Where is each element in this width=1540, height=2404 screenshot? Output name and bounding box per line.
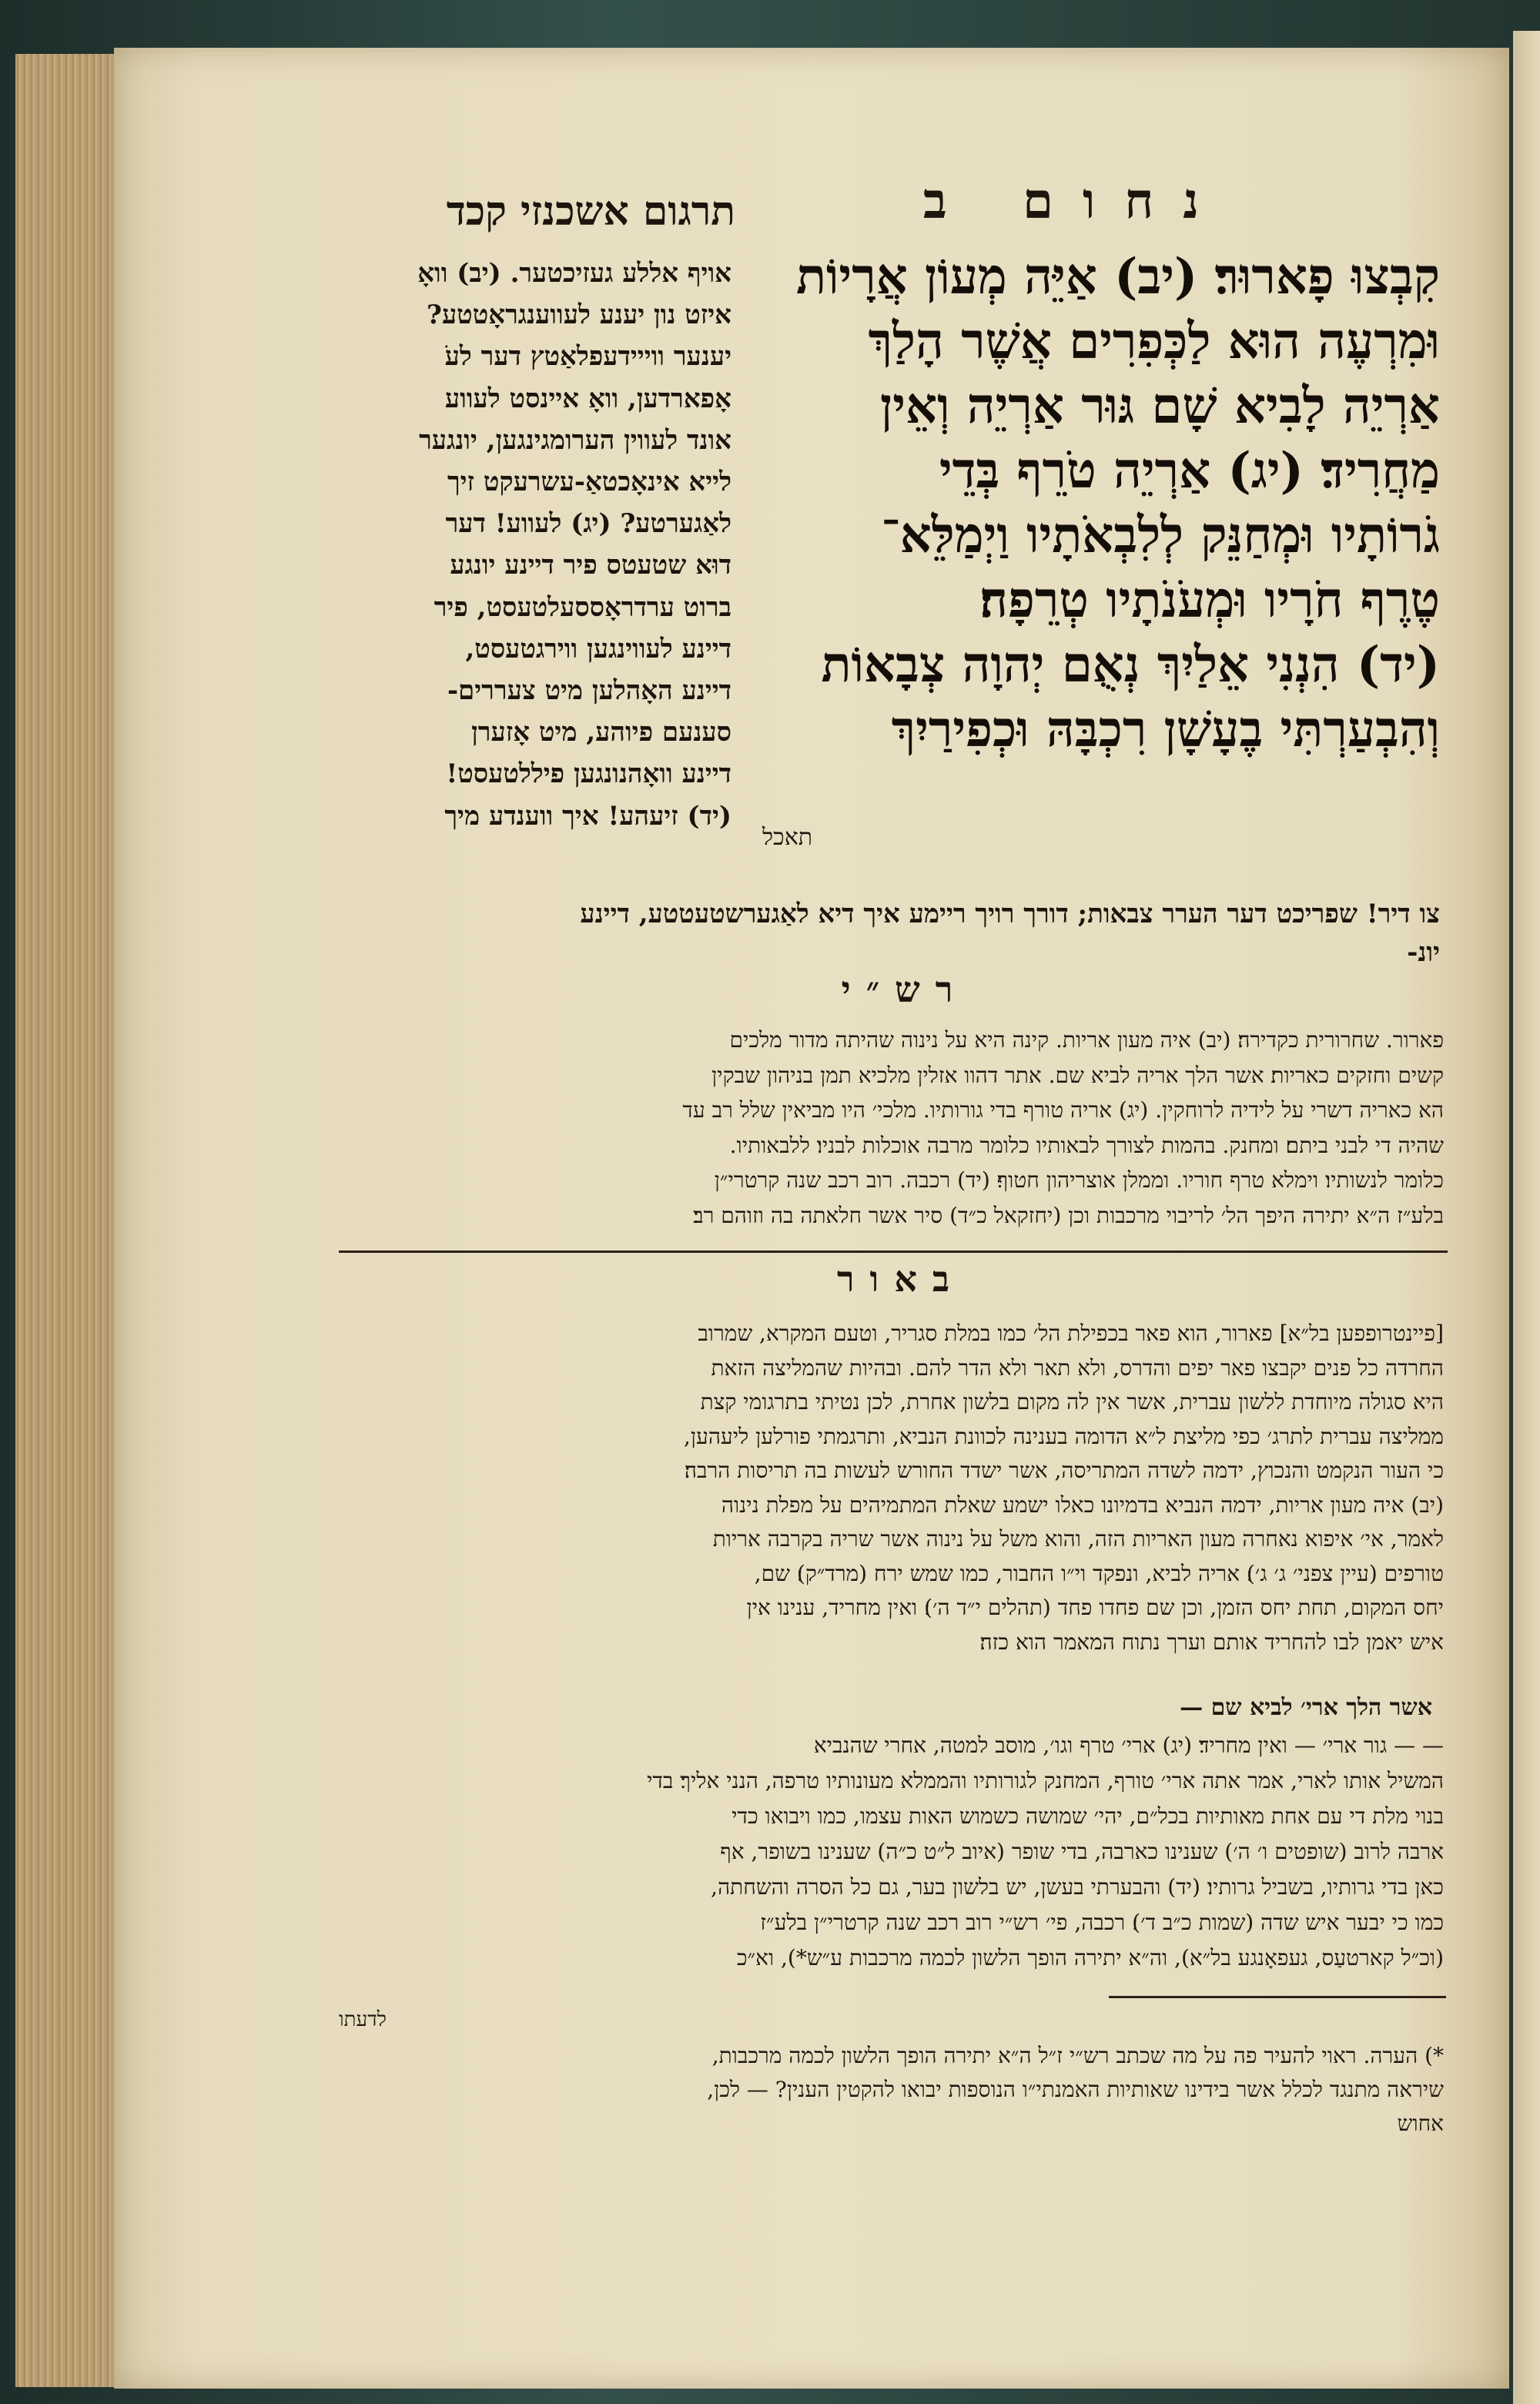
scripture-line: קִבְצוּ פָארוּר׃ (יב) אַיֵּה מְעוֹן אֲרָיוֹת	[796, 248, 1440, 306]
targum-line: דיינע וואָהנונגען פיללטעסט!	[446, 758, 732, 790]
page-catchword: לדעתו	[339, 2008, 387, 2031]
scripture-line: אַרְיֵה לָבִיא שָׁם גּוּר אַרְיֵה וְאֵין	[879, 377, 1440, 435]
rashi-commentary	[331, 1023, 1444, 1246]
biur-commentary	[331, 1317, 1444, 1717]
targum-line: דיינע האָהלען מיט צעררים-	[447, 675, 732, 707]
biur-line: לאמר, אי׳ איפוא נאחרה מעון האריות הזה, והוא משל על נינוה אשר שריה בקרבה אריות	[712, 1526, 1444, 1552]
rashi-line: בלע״ז ה״א יתירה היפך הל׳ לריבוי מרכבות וכן (יחזקאל כ״ד) סיר אשר חלאתה בה וזוהם רב׃	[693, 1202, 1444, 1228]
facing-page-edge	[1513, 31, 1540, 2404]
targum-line: אונד לעווין הערומגינגען, יונגער	[419, 424, 732, 456]
biur-line: היא סגולה מיוחדת ללשון עברית, אשר אין לה מקום בלשון אחרת, לכן נטיתי בתרגומי קצת	[700, 1389, 1444, 1415]
biur-line: החרדה כל פנים יקבצו פאר יפים והדרס, ולא תאר ולא הדר להם. ובהיות שהמליצה הזאת	[711, 1354, 1444, 1381]
scripture-line: וּמִרְעֶה הוּא לַכְּפִרִים אֲשֶׁר הָלַךְ	[868, 313, 1440, 370]
biur-line: יחס המקום, תחת יחס הזמן, וכן שם פחדו פחד (תהלים י״ד ה׳)׃ ואין מחריד, ענינו אין	[746, 1595, 1444, 1620]
footnote-line: אחוש	[1397, 2111, 1444, 2136]
scripture-line: מַחֲרִיד׃ (יג) אַרְיֵה טֹרֵף בְּדֵי	[939, 442, 1440, 500]
targum-continuation-line: יונ-	[1407, 937, 1440, 968]
biur-line: טורפים (עיין צפני׳ ג׳ ג׳)׃ אריה לביא, ונפקד וי״ו החבור, כמו שמש ירח (מרד״ק)׃ שם,	[754, 1560, 1444, 1586]
targum-continuation	[312, 895, 1440, 972]
footnote-line: שיראה מתנגד לכלל אשר בידינו שאותיות האמנתי״ו הנוספות יבואו להקטין הענין? — לכן,	[707, 2077, 1444, 2102]
book-page-edges	[15, 54, 117, 2387]
biur-line: המשיל אותו לארי, אמר אתה ארי׳ טורף, המחנק לגורותיו והממלא מעונותיו טרפה, הנני אליך׃ בדי	[647, 1768, 1444, 1793]
biur-line: כי העור הנקמט והנכוץ, ידמה לשדה המתריסה, אשר ישדד החורש לעשות בה תריסות הרבה׃	[684, 1458, 1444, 1483]
footnote-divider	[1109, 1996, 1446, 1998]
scripture-text	[762, 245, 1440, 830]
biur-commentary-continued	[331, 1728, 1444, 1982]
scripture-catchword: תאכל	[762, 824, 812, 851]
scripture-line: וְהִבְעַרְתִּי בֶעָשָׁן רִכְבָּהּ וּכְפִירַיִךְ	[891, 701, 1440, 758]
targum-line: דוּא שטעטס פיר דיינע יונגע	[450, 550, 732, 581]
book-title: נחום ב	[922, 172, 1228, 230]
targum-line: ברוט ערדראָססעלטעסט, פיר	[434, 591, 732, 623]
footnote	[331, 2039, 1444, 2147]
section-title: תרגום אשכנזי קכד	[446, 188, 735, 235]
targum-line: (יד) זיעהע! איך ווענדע מיך	[444, 800, 732, 832]
biur-heading: באור	[836, 1258, 966, 1300]
targum-line: דיינע לעווינגען ווירגטעסט,	[465, 633, 732, 665]
biur-line: (יב) איה מעון אריות, ידמה הנביא בדמיונו כאלו ישמע שאלת המתמיהים על מפלת נינוה	[721, 1492, 1444, 1518]
biur-line: — — גור ארי׳ — ואין מחריד׃ (יג) ארי׳ טרף וגו׳, מוסב למטה, אחרי שהנביא	[813, 1733, 1444, 1758]
rashi-line: קשים וחזקים כאריות׃ אשר הלך אריה לביא שם. אתר דהוו אזלין מלכיא תמן בניהון שבקין	[711, 1062, 1444, 1088]
rashi-line: כלומר לנשותיו׃ וימלא טרף חוריו. וממלן אוצריהון חטוף׃ (יד) רכבה. רוב רכב שנה קרטרי״ן	[714, 1167, 1444, 1193]
biur-structure-line: אשר הלך ארי׳ לביא שם —	[1180, 1694, 1432, 1721]
rashi-line: הא כאריה דשרי על לידיה לרוחקין. (יג) אריה טורף בדי גורותיו. מלכי׳ היו מביאין שלל רב עד	[682, 1097, 1444, 1123]
section-divider	[339, 1251, 1448, 1253]
biur-line: ממליצה עברית לתרג׳ כפי מליצת ל״א הדומה בענינה לכוונת הנביא, ותרגמתי פורלען ליעהען,	[683, 1423, 1444, 1449]
scripture-line: גֹרוֹתָיו וּמְחַנֵּק לְלִבְאֹתָיו וַיְמַלֵּא־	[881, 507, 1440, 564]
targum-column	[312, 253, 732, 884]
targum-line: איזט נון יענע לעווענגראָטטע?	[427, 300, 732, 331]
biur-line: ארבה לרוב (שופטים ו׳ ה׳) שענינו כארבה, בדי שופר (איוב ל״ט כ״ה) שענינו בשופר, אף	[720, 1839, 1444, 1864]
biur-line: (וכ״ל קארטעַס, געפאָנגע בל״א), וה״א יתירה הופך הלשון לכמה מרכבות ע״ש*), וא״כ	[736, 1945, 1444, 1970]
biur-line: איש יאמן לבו להחריד אותם וערך נתוח המאמר הוא כזה׃	[979, 1629, 1444, 1655]
targum-line: לאַגערטע? (יג) לעווע! דער	[445, 508, 732, 540]
biur-line: בנוי מלת די עם אחת מאותיות בכל״ם, יהי׳ שמושה כשמוש האות עצמו, כמו ויבואו כדי	[732, 1803, 1444, 1829]
biur-line: כאן בדי גרותיו, בשביל גרותיו׃ (יד) והבערתי בעשן, יש בלשון בער, גם כל הסרה והשחתה,	[711, 1874, 1444, 1900]
biur-line: כמו כי יבער איש שדה (שמות כ״ב ד׳)׃ רכבה, פי׳ רש״י רוב רכב שנה קרטרי״ן בלע״ז	[760, 1910, 1444, 1935]
targum-line: סענעם פיוהע, מיט אָזערן	[471, 717, 732, 748]
scripture-line: טֶרֶף חֹרָיו וּמְעֹנֹתָיו טְרֵפָה׃	[979, 571, 1440, 629]
targum-continuation-line: צו דיר! שפריכט דער הערר צבאות; דורך רויך ריימע איך דיא לאַגערשטעטטע, דיינע	[580, 899, 1440, 929]
rashi-heading: רש״י	[841, 969, 969, 1010]
rashi-line: פארור. שחרורית כקדירה׃ (יב) איה מעון אריות. קינה היא על נינוה שהיתה מדור מלכים	[729, 1027, 1444, 1053]
biur-line: [פיינטרופפען בל״א] פארור, הוא פאר בכפילת הל׳ כמו במלת סגריר, וטעם המקרא, שמרוב	[698, 1321, 1444, 1346]
rashi-line: שהיה די לבני ביתם׃ ומחנק. בהמות לצורך לבאותיו כלומר מרבה אוכלות לבניו׃ ללבאותיו.	[729, 1132, 1444, 1158]
targum-line: לייא אינאָכטאַ-עשרעקט זיך	[447, 467, 732, 498]
scripture-line: (יד) הִנְנִי אֵלַיִךְ נְאֻם יְהוָה צְבָאוֹת	[821, 636, 1440, 694]
targum-line: אָפארדען, וואָ איינסט לעווע	[444, 383, 732, 414]
targum-line: יענער ווייידעפלאַטץ דער לעֹ	[444, 341, 732, 373]
targum-line: אויף אללע געזיכטער. (יב) וואָ	[417, 258, 732, 289]
footnote-line: *) הערה. ראוי להעיר פה על מה שכתב רש״י ז״ל ה״א יתירה הופך הלשון לכמה מרכבות,	[711, 2043, 1444, 2068]
